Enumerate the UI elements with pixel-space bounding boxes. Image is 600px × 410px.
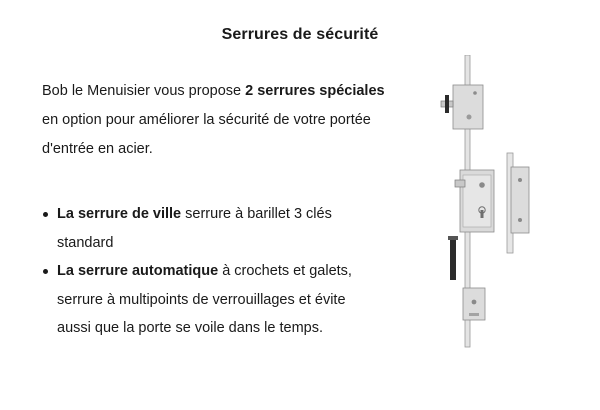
intro-highlight: 2 serrures spéciales [245,83,385,99]
list-item-automatic-lock [42,257,372,343]
lock-description: à crochets et galets, serrure à multipoints de verrouillages et évite aussi que la porte se voile dans le temps. [57,263,352,336]
lock-name: La serrure automatique [57,263,219,279]
lock-description: serrure à barillet 3 clés standard [57,206,332,251]
multipoint-lock-image [425,55,535,350]
intro-paragraph [42,77,387,164]
intro-text-start: Bob le Menuisier vous propose [42,83,246,99]
intro-text-end: en option pour améliorer la sécurité de votre portée d'entrée en acier. [42,112,371,157]
upper-lock-case [453,85,483,129]
list-item-city-lock [42,200,372,257]
section-title: Serrures de sécurité [221,26,379,43]
lock-options-list [42,200,372,343]
lock-name: La serrure de ville [57,206,182,222]
black-bolt [450,238,456,280]
